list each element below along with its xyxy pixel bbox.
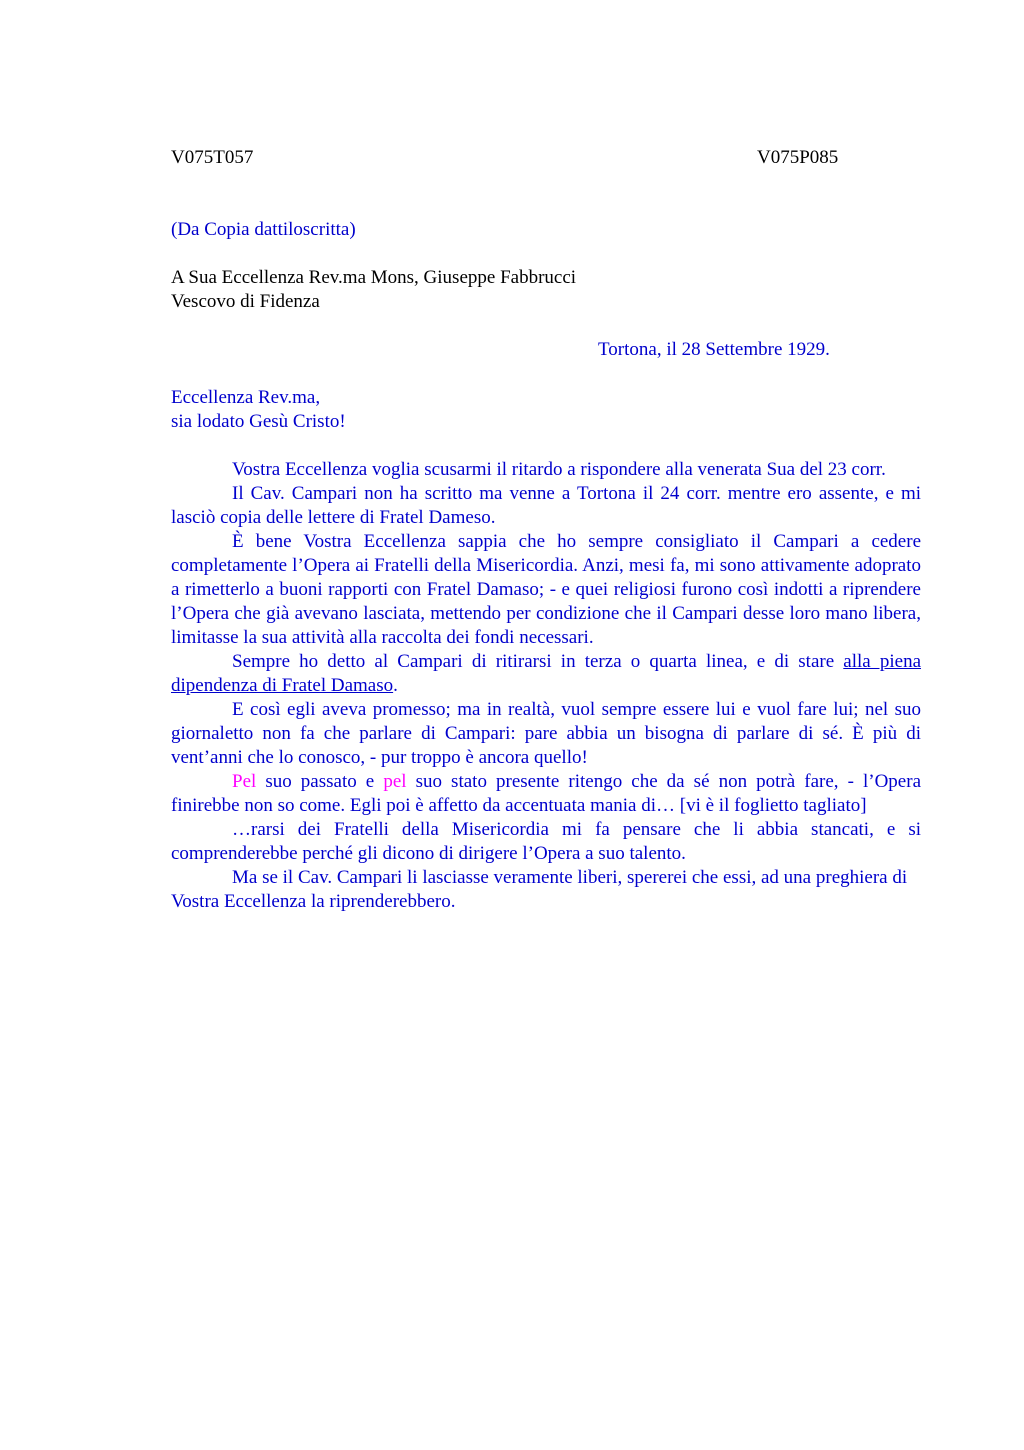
paragraph-1: Vostra Eccellenza voglia scusarmi il ritardo a rispondere alla venerata Sua del 23 corr. xyxy=(232,459,886,480)
paragraph-4 xyxy=(171,650,921,698)
document-codes xyxy=(171,146,921,170)
paragraph-4-text: Sempre ho detto al Campari di ritirarsi in terza o quarta linea, e di stare xyxy=(232,651,844,672)
source-note: (Da Copia dattiloscritta) xyxy=(171,219,356,240)
paragraph-4-end: . xyxy=(393,675,398,696)
underlined-phrase: alla piena dipendenza di Fratel Damaso xyxy=(171,651,921,696)
addressee xyxy=(171,266,921,314)
dateline: Tortona, il 28 Settembre 1929. xyxy=(598,339,830,360)
highlighted-word-pel-2: pel xyxy=(383,771,407,792)
letter-page xyxy=(171,146,921,914)
paragraph-3: È bene Vostra Eccellenza sappia che ho sempre consigliato il Campari a cedere completamente l’Opera ai Fratelli della Misericordia. Anzi, mesi fa, mi sono attivamente adoprato a rimetterlo a buoni rapporti con Fratel Damaso; - e quei religiosi furono così indotti a riprendere l’Opera che già avevano lasciata, mettendo per condizione che il Campari desse loro mano libera, limitasse la sua attività alla raccolta dei fondi necessari. xyxy=(171,531,921,648)
paragraph-8: Ma se il Cav. Campari li lasciasse veramente liberi, spererei che essi, ad una preghiera di Vostra Eccellenza la riprenderebbero. xyxy=(171,867,908,912)
paragraph-7: …rarsi dei Fratelli della Misericordia mi fa pensare che li abbia stancati, e si comprenderebbe perché gli dicono di dirigere l’Opera a suo talento. xyxy=(171,819,921,864)
paragraph-6-mid: suo passato e xyxy=(256,771,384,792)
salutation-line-2: sia lodato Gesù Cristo! xyxy=(171,411,346,432)
addressee-line-2: Vescovo di Fidenza xyxy=(171,291,320,312)
paragraph-2: Il Cav. Campari non ha scritto ma venne a Tortona il 24 corr. mentre ero assente, e mi lasciò copia delle lettere di Fratel Dameso. xyxy=(171,483,921,528)
code-left: V075T057 xyxy=(171,147,254,168)
salutation-line-1: Eccellenza Rev.ma, xyxy=(171,387,321,408)
paragraph-6-rest: suo stato presente ritengo che da sé non potrà fare, - l’Opera finirebbe non so come. Egli poi è affetto da accentuata mania di… [vi è il foglietto tagliato] xyxy=(171,771,921,816)
paragraph-5: E così egli aveva promesso; ma in realtà, vuol sempre essere lui e vuol fare lui; nel suo giornaletto non fa che parlare di Campari: pare abbia un bisogna di parlare di sé. È più di vent’anni che lo conosco, - pur troppo è ancora quello! xyxy=(171,699,921,768)
letter-body xyxy=(171,458,921,914)
highlighted-word-pel-1: Pel xyxy=(232,771,257,792)
paragraph-6 xyxy=(171,770,921,818)
salutation xyxy=(171,386,921,434)
addressee-line-1: A Sua Eccellenza Rev.ma Mons, Giuseppe Fabbrucci xyxy=(171,267,577,288)
code-right: V075P085 xyxy=(757,147,839,168)
